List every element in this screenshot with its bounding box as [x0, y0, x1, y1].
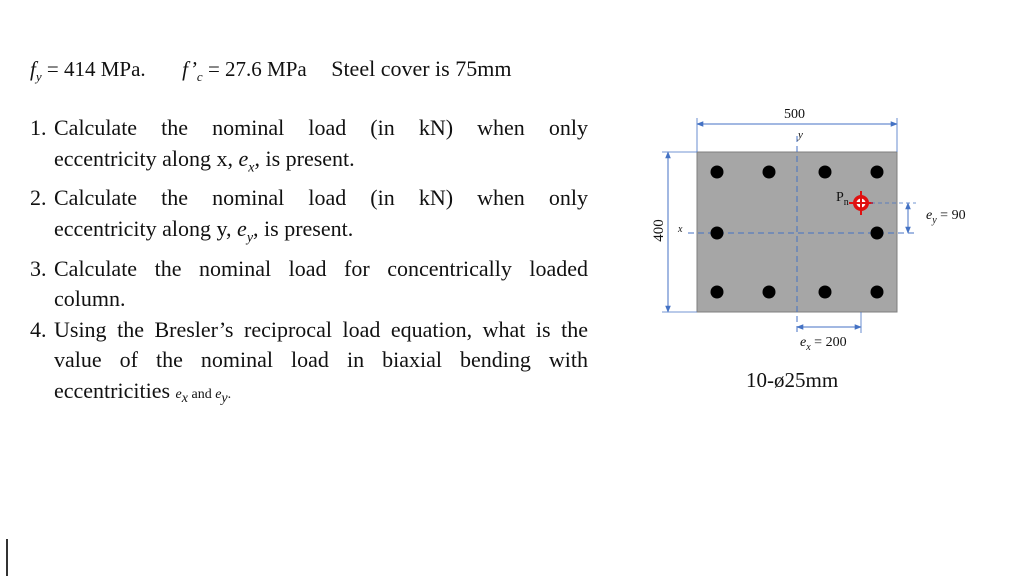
load-label: $P_n$ — [836, 190, 849, 208]
fy-subscript: y — [35, 69, 42, 85]
problem-item — [30, 113, 588, 183]
problem-item — [30, 315, 588, 406]
ey-label: $e_y = 90$ — [926, 208, 966, 226]
problem-text: value of the nominal load in biaxial bending with — [54, 347, 588, 373]
problem-number: 4. — [30, 316, 47, 342]
fc-symbol: f’ — [182, 57, 197, 81]
rebar — [871, 227, 884, 240]
x-axis-label: x — [678, 224, 683, 235]
problem-number: 2. — [30, 185, 47, 211]
fy-value: = 414 MPa. — [46, 57, 146, 81]
height-label: 400 — [650, 219, 667, 242]
text-cursor — [6, 539, 8, 576]
ex-dimension — [797, 312, 861, 333]
problem-text: eccentricity along x, $e_x$, is present. — [54, 145, 355, 175]
problem-text-clipped: eccentricities $e_x$ and $e_y$. — [54, 377, 232, 406]
y-axis-label: y — [798, 129, 803, 141]
rebar — [819, 286, 832, 299]
rebar — [711, 166, 724, 179]
rebar — [711, 286, 724, 299]
problem-text: Calculate the nominal load for concentrically loaded — [54, 255, 588, 281]
problem-item — [30, 183, 588, 253]
column-section-figure — [640, 100, 980, 400]
rebar — [763, 166, 776, 179]
rebar-caption: 10-ø25mm — [746, 368, 839, 392]
column-section-drawing — [640, 100, 980, 400]
problem-text: column. — [54, 286, 126, 312]
rebar — [819, 166, 832, 179]
steel-cover-text: Steel cover is 75mm — [331, 56, 512, 81]
problem-text: Calculate the nominal load (in kN) when only — [54, 185, 588, 211]
rebar — [871, 286, 884, 299]
width-label: 500 — [784, 107, 805, 122]
problem-list — [30, 113, 588, 406]
fy-symbol: f — [30, 57, 36, 81]
rebar — [871, 166, 884, 179]
problem-text: eccentricity along y, $e_y$, is present. — [54, 215, 354, 246]
rebar — [711, 227, 724, 240]
fc-value: = 27.6 MPa — [207, 57, 307, 81]
problem-text: Calculate the nominal load (in kN) when only — [54, 115, 588, 140]
problem-number: 3. — [30, 255, 47, 281]
fc-subscript: c — [196, 69, 203, 85]
problem-text: Using the Bresler’s reciprocal load equation, what is the — [54, 316, 588, 342]
given-values — [30, 56, 511, 85]
rebar — [763, 286, 776, 299]
problem-item — [30, 254, 588, 315]
ex-label: $e_x = 200$ — [800, 335, 847, 353]
problem-number: 1. — [30, 115, 47, 140]
